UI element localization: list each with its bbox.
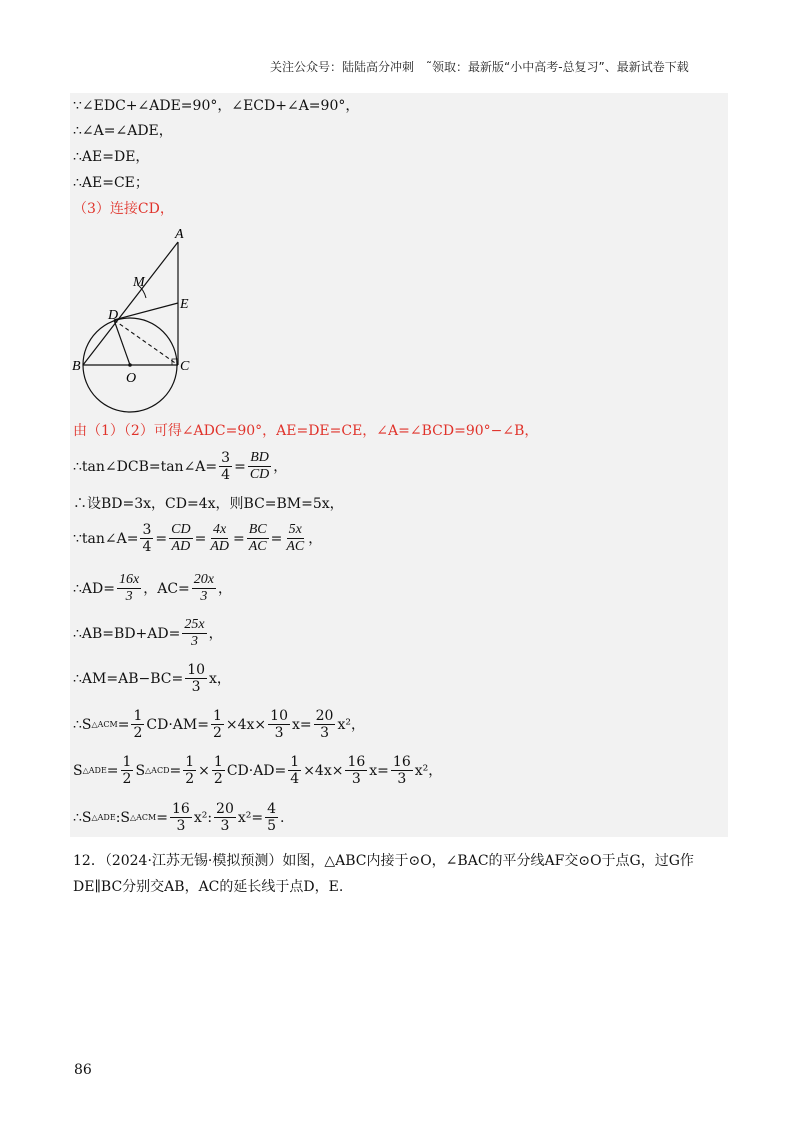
denominator: 3: [190, 634, 198, 649]
solution-line-11: [73, 617, 223, 650]
numerator: 5x: [288, 522, 302, 537]
denominator: 3: [220, 818, 230, 834]
solution-line-2: ∴∠A=∠ADE，: [73, 123, 173, 139]
numerator: 1: [212, 708, 222, 724]
fraction: [247, 522, 269, 555]
text: ，: [273, 458, 288, 475]
text: ∴tan∠DCB=tan∠A=: [73, 458, 218, 475]
text: ∴S: [73, 809, 92, 826]
numerator: 1: [133, 708, 143, 724]
subscript: △ACM: [130, 812, 157, 822]
numerator: 4: [267, 801, 277, 817]
denominator: AC: [286, 539, 305, 554]
label-d: D: [108, 308, 119, 323]
denominator: AD: [210, 539, 229, 554]
text: S: [73, 762, 83, 779]
fraction: [208, 522, 231, 555]
solution-line-6: 由（1）（2）可得∠ADC=90°，AE=DE=CE，∠A=∠BCD=90°−∠B，: [73, 423, 539, 439]
denominator: CD: [249, 467, 270, 482]
numerator: 1: [122, 754, 132, 770]
numerator: 20: [315, 708, 334, 724]
numerator: 1: [213, 754, 223, 770]
text: ，AC=: [143, 580, 190, 597]
text: CD·AD=: [226, 762, 287, 779]
numerator: 16: [392, 754, 411, 770]
geometry-figure: [72, 222, 200, 418]
numerator: 1: [290, 754, 300, 770]
text: x²，: [337, 716, 365, 733]
text: S: [135, 762, 146, 779]
fraction: [211, 708, 224, 741]
fraction: [268, 708, 290, 741]
numerator: 1: [185, 754, 195, 770]
text: ∵tan∠A=: [73, 530, 139, 547]
denominator: 3: [176, 818, 186, 834]
denominator: 3: [320, 725, 329, 741]
center-point-o: [128, 363, 132, 367]
solution-line-15: [73, 801, 285, 834]
equals: =: [234, 458, 246, 475]
numerator: BC: [248, 522, 267, 537]
page-number: 86: [74, 1062, 92, 1078]
solution-line-5: （3）连接CD，: [73, 201, 174, 217]
solution-line-10: [73, 572, 232, 605]
text: =: [117, 716, 130, 733]
fraction: [219, 450, 232, 483]
label-b: B: [72, 359, 81, 374]
denominator: 3: [191, 679, 201, 695]
text: =: [106, 762, 119, 779]
numerator: 20: [216, 801, 234, 817]
denominator: 3: [351, 771, 361, 787]
numerator: 16: [171, 801, 190, 817]
numerator: 16x: [118, 572, 140, 587]
denominator: AD: [171, 539, 191, 554]
fraction: [170, 801, 192, 834]
numerator: 3: [142, 522, 152, 538]
problem-12-text: 12．（2024·江苏无锡·模拟预测）如图，△ABC内接于⊙O，∠BAC的平分线AF交⊙O于点G，过G作DE∥BC分别交AB，AC的延长线于点D，E.: [73, 853, 694, 895]
fraction: [131, 708, 144, 741]
label-a: A: [175, 227, 184, 242]
text: ∴AB=BD+AD=: [73, 625, 181, 642]
denominator: AC: [248, 539, 267, 554]
fraction: [182, 617, 206, 650]
text: ×4x×: [303, 762, 344, 779]
text: x²，: [414, 762, 443, 779]
numerator: CD: [171, 522, 191, 537]
solution-line-13: [73, 708, 365, 741]
fraction: [212, 754, 225, 787]
numerator: 25x: [184, 617, 205, 632]
segment-do: [114, 320, 130, 365]
denominator: 4: [290, 771, 300, 787]
text: x，: [209, 670, 231, 687]
denominator: 2: [213, 771, 223, 787]
solution-line-4: ∴AE=CE；: [73, 175, 149, 191]
text: =: [156, 809, 168, 826]
denominator: 3: [200, 589, 208, 604]
fraction: [183, 754, 196, 787]
fraction: [314, 708, 336, 741]
label-o: O: [126, 371, 137, 386]
text: :S: [115, 809, 130, 826]
fraction: [121, 754, 134, 787]
text: .: [280, 809, 285, 826]
text: ∴AM=AB−BC=: [73, 670, 184, 687]
label-c: C: [180, 359, 190, 374]
numerator: 10: [270, 708, 288, 724]
label-m: M: [133, 275, 145, 290]
text: ×: [198, 762, 210, 779]
solution-line-8: ∴设BD=3x，CD=4x，则BC=BM=5x，: [73, 496, 344, 512]
fraction: [248, 450, 271, 483]
fraction: [169, 522, 192, 555]
fraction: [265, 801, 278, 834]
fraction: [345, 754, 367, 787]
fraction: [192, 572, 216, 605]
denominator: 4: [142, 539, 152, 555]
subscript: △ACD: [145, 765, 170, 775]
text: CD·AM=: [146, 716, 209, 733]
page-header: 关注公众号：陆陆高分冲刺 ˜领取：最新版“小中高考-总复习”、最新试卷下载: [270, 60, 689, 74]
denominator: 2: [212, 725, 222, 741]
denominator: 3: [274, 725, 284, 741]
solution-line-9: ∵tan∠A= $\frac{3}{4}$ = $\frac{CD}{AD}$ = $\frac{4x}{AD}$ = $\frac{BC}{AC}$ = $\frac{5x}{AC}$ ，: [73, 522, 323, 555]
text: ，: [308, 530, 323, 547]
denominator: 2: [122, 771, 132, 787]
numerator: BD: [250, 450, 269, 465]
text: ，: [208, 625, 223, 642]
denominator: 4: [221, 467, 231, 483]
segment-ab: [83, 242, 178, 365]
fraction: [391, 754, 413, 787]
solution-line-1: ∵∠EDC+∠ADE=90°，∠ECD+∠A=90°，: [73, 98, 360, 114]
text: ∴AD=: [73, 580, 115, 597]
text: x=: [291, 716, 312, 733]
segment-dc-dashed: [114, 320, 178, 365]
fraction: [214, 801, 236, 834]
numerator: 3: [221, 450, 231, 466]
numerator: 16: [347, 754, 366, 770]
denominator: 3: [125, 589, 133, 604]
denominator: 5: [267, 818, 277, 834]
label-e: E: [180, 297, 189, 312]
fraction: [284, 522, 306, 555]
fraction: [185, 662, 207, 695]
text: x²:: [193, 809, 213, 826]
solution-line-12: [73, 662, 231, 695]
subscript: △ADE: [82, 765, 107, 775]
denominator: 2: [133, 725, 143, 741]
numerator: 4x: [213, 522, 227, 537]
text: x=: [369, 762, 389, 779]
fraction: [140, 522, 153, 555]
solution-line-7: [73, 450, 287, 483]
denominator: 2: [185, 771, 195, 787]
text: ∴S: [73, 716, 92, 733]
text: x²=: [237, 809, 264, 826]
numerator: 10: [187, 662, 206, 678]
subscript: △ACM: [91, 719, 118, 729]
subscript: △ADE: [91, 812, 116, 822]
solution-line-3: ∴AE=DE，: [73, 149, 150, 165]
text: =: [169, 762, 182, 779]
fraction: [288, 754, 301, 787]
denominator: 3: [397, 771, 407, 787]
text: ，: [217, 580, 232, 597]
solution-line-14: [73, 754, 442, 787]
fraction: [117, 572, 141, 605]
text: ×4x×: [225, 716, 267, 733]
numerator: 20x: [193, 572, 214, 587]
